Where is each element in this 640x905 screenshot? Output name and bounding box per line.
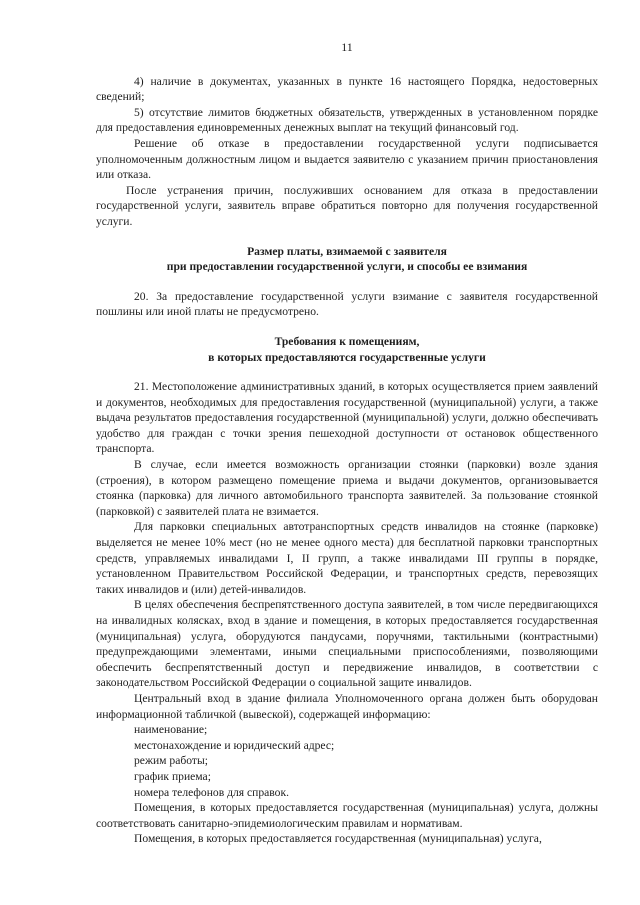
paragraph-item-5: 5) отсутствие лимитов бюджетных обязательств, утвержденных в установленном порядке для предоставления единовременных денежных выплат на текущий финансовый год. bbox=[96, 105, 598, 135]
paragraph-entrance-sign: Центральный вход в здание филиала Уполномоченного органа должен быть оборудован информационной табличкой (вывеской), содержащей информацию: bbox=[96, 691, 598, 721]
section-fee-heading-line2: при предоставлении государственной услуги, и способы ее взимания bbox=[166, 260, 528, 274]
paragraph-accessibility: В целях обеспечения беспрепятственного доступа заявителей, в том числе передвигающихся на инвалидных колясках, вход в здание и помещения, в которых предоставляется государственная (муниципальная) услуга, оборудуются пандусами, поручнями, тактильными (контрастными) предупреждающими элементами, иными специальными приспособлениями, позволяющими обеспечить беспрепятственный доступ и передвижение инвалидов, в соответствии с законодательством Российской Федерации о социальной защите инвалидов. bbox=[96, 598, 598, 690]
sign-info-list bbox=[96, 722, 598, 800]
paragraph-item-4: 4) наличие в документах, указанных в пункте 16 настоящего Порядка, недостоверных сведений; bbox=[96, 74, 598, 104]
section-premises-heading-line1: Требования к помещениям, bbox=[274, 334, 420, 348]
list-item: местонахождение и юридический адрес; bbox=[134, 738, 335, 752]
paragraph-parking: В случае, если имеется возможность организации стоянки (парковки) возле здания (строения), в котором размещено помещение приема и выдачи документов, организовывается стоянка (парковка) для личного автомобильного транспорта заявителей. За пользование стоянкой (парковкой) с заявителей плата не взимается. bbox=[96, 458, 598, 518]
page-number: 11 bbox=[341, 40, 353, 54]
paragraph-premises-continued: Помещения, в которых предоставляется государственная (муниципальная) услуга, bbox=[134, 832, 542, 846]
paragraph-sanitary: Помещения, в которых предоставляется государственная (муниципальная) услуга, должны соответствовать санитарно-эпидемиологическим правилам и нормативам. bbox=[96, 801, 598, 830]
list-item: график приема; bbox=[134, 769, 211, 783]
paragraph-21: 21. Местоположение административных зданий, в которых осуществляется прием заявлений и документов, необходимых для предоставления государственной (муниципальной) услуги, а также выдача результатов предоставления государственной (муниципальной) услуги, должно обеспечивать удобство для граждан с точки зрения пешеходной доступности от остановок общественного транспорта. bbox=[96, 380, 598, 456]
section-premises-heading bbox=[96, 334, 598, 365]
section-fee-heading bbox=[96, 244, 598, 275]
document-page bbox=[96, 40, 598, 847]
paragraph-refusal-decision: Решение об отказе в предоставлении государственной услуги подписывается уполномоченным должностным лицом и выдается заявителю с указанием причин приостановления или отказа. bbox=[96, 136, 598, 182]
paragraph-reapply: После устранения причин, послуживших основанием для отказа в предоставлении государственной услуги, заявитель вправе обратиться повторно для получения государственной услуги. bbox=[96, 183, 598, 228]
section-fee-heading-line1: Размер платы, взимаемой с заявителя bbox=[247, 244, 447, 258]
list-item: наименование; bbox=[134, 723, 208, 737]
section-premises-heading-line2: в которых предоставляются государственные услуги bbox=[208, 350, 486, 364]
list-item: номера телефонов для справок. bbox=[134, 785, 290, 799]
paragraph-disabled-parking: Для парковки специальных автотранспортных средств инвалидов на стоянке (парковке) выделяется не менее 10% мест (но не менее одного места) для бесплатной парковки транспортных средств, управляемых инвалидами I, II групп, а также инвалидами III группы в порядке, установленном Правительством Российской Федерации, и транспортных средств, перевозящих таких инвалидов и (или) детей-инвалидов. bbox=[96, 520, 598, 596]
paragraph-20: 20. За предоставление государственной услуги взимание с заявителя государственной пошлины или иной платы не предусмотрено. bbox=[96, 289, 598, 319]
list-item: режим работы; bbox=[134, 754, 208, 768]
